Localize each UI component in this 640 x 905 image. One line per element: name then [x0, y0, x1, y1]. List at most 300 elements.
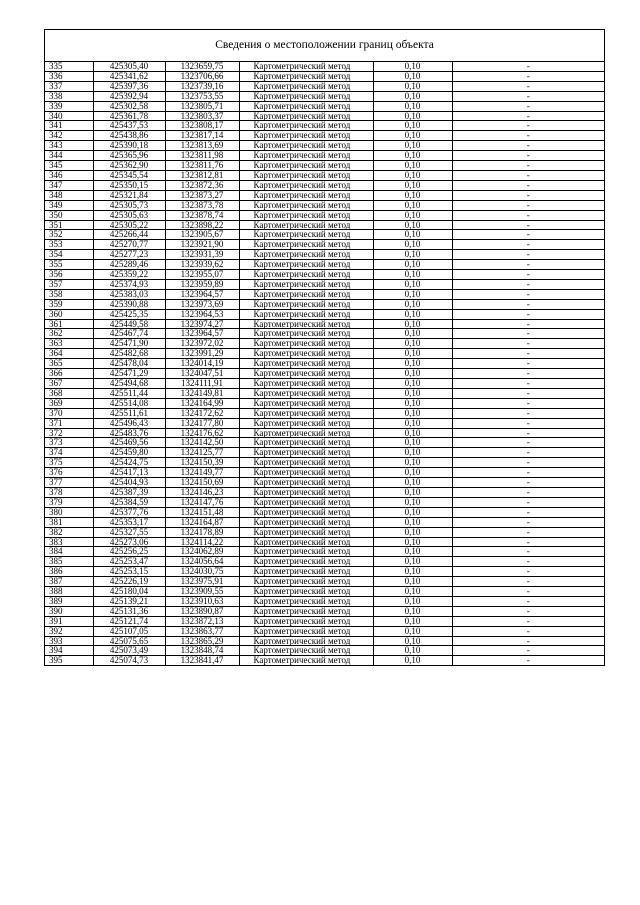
- y-coordinate-cell: 1323921,90: [165, 240, 239, 250]
- note-cell: -: [452, 418, 604, 428]
- y-coordinate-cell: 1323910,63: [165, 596, 239, 606]
- method-cell: Картометрический метод: [239, 577, 373, 587]
- accuracy-cell: 0,10: [373, 270, 452, 280]
- point-number-cell: 350: [45, 210, 93, 220]
- x-coordinate-cell: 425256,25: [93, 547, 165, 557]
- table-row: [45, 468, 604, 478]
- x-coordinate-cell: 425074,73: [93, 656, 165, 665]
- accuracy-cell: 0,10: [373, 596, 452, 606]
- table-row: [45, 279, 604, 289]
- note-cell: -: [452, 557, 604, 567]
- y-coordinate-cell: 1323812,81: [165, 170, 239, 180]
- note-cell: -: [452, 240, 604, 250]
- x-coordinate-cell: 425305,40: [93, 62, 165, 71]
- point-number-cell: 343: [45, 141, 93, 151]
- table-row: [45, 398, 604, 408]
- x-coordinate-cell: 425277,23: [93, 250, 165, 260]
- note-cell: -: [452, 71, 604, 81]
- point-number-cell: 352: [45, 230, 93, 240]
- boundary-info-sheet: [44, 29, 605, 666]
- note-cell: -: [452, 220, 604, 230]
- point-number-cell: 382: [45, 527, 93, 537]
- point-number-cell: 365: [45, 359, 93, 369]
- point-number-cell: 356: [45, 270, 93, 280]
- note-cell: -: [452, 577, 604, 587]
- point-number-cell: 362: [45, 329, 93, 339]
- note-cell: -: [452, 210, 604, 220]
- accuracy-cell: 0,10: [373, 230, 452, 240]
- table-row: [45, 577, 604, 587]
- note-cell: -: [452, 250, 604, 260]
- table-row: [45, 131, 604, 141]
- x-coordinate-cell: 425397,36: [93, 81, 165, 91]
- x-coordinate-cell: 425387,39: [93, 487, 165, 497]
- y-coordinate-cell: 1324151,48: [165, 507, 239, 517]
- table-row: [45, 428, 604, 438]
- method-cell: Картометрический метод: [239, 289, 373, 299]
- note-cell: -: [452, 349, 604, 359]
- y-coordinate-cell: 1324164,99: [165, 398, 239, 408]
- method-cell: Картометрический метод: [239, 279, 373, 289]
- method-cell: Картометрический метод: [239, 596, 373, 606]
- accuracy-cell: 0,10: [373, 289, 452, 299]
- x-coordinate-cell: 425374,93: [93, 279, 165, 289]
- x-coordinate-cell: 425404,93: [93, 478, 165, 488]
- method-cell: Картометрический метод: [239, 458, 373, 468]
- accuracy-cell: 0,10: [373, 379, 452, 389]
- table-row: [45, 339, 604, 349]
- x-coordinate-cell: 425511,61: [93, 408, 165, 418]
- method-cell: Картометрический метод: [239, 478, 373, 488]
- table-row: [45, 606, 604, 616]
- y-coordinate-cell: 1324149,81: [165, 388, 239, 398]
- table-row: [45, 200, 604, 210]
- coordinates-table: [45, 62, 604, 665]
- x-coordinate-cell: 425417,13: [93, 468, 165, 478]
- point-number-cell: 373: [45, 438, 93, 448]
- y-coordinate-cell: 1324125,77: [165, 448, 239, 458]
- note-cell: -: [452, 200, 604, 210]
- accuracy-cell: 0,10: [373, 339, 452, 349]
- method-cell: Картометрический метод: [239, 616, 373, 626]
- method-cell: Картометрический метод: [239, 319, 373, 329]
- y-coordinate-cell: 1323872,36: [165, 180, 239, 190]
- y-coordinate-cell: 1323811,98: [165, 151, 239, 161]
- y-coordinate-cell: 1323890,87: [165, 606, 239, 616]
- x-coordinate-cell: 425469,56: [93, 438, 165, 448]
- accuracy-cell: 0,10: [373, 309, 452, 319]
- x-coordinate-cell: 425377,76: [93, 507, 165, 517]
- method-cell: Картометрический метод: [239, 270, 373, 280]
- x-coordinate-cell: 425270,77: [93, 240, 165, 250]
- table-row: [45, 161, 604, 171]
- note-cell: -: [452, 91, 604, 101]
- note-cell: -: [452, 369, 604, 379]
- point-number-cell: 387: [45, 577, 93, 587]
- table-row: [45, 616, 604, 626]
- y-coordinate-cell: 1324047,51: [165, 369, 239, 379]
- note-cell: -: [452, 438, 604, 448]
- x-coordinate-cell: 425073,49: [93, 646, 165, 656]
- method-cell: Картометрический метод: [239, 200, 373, 210]
- y-coordinate-cell: 1324114,22: [165, 537, 239, 547]
- accuracy-cell: 0,10: [373, 388, 452, 398]
- note-cell: -: [452, 606, 604, 616]
- point-number-cell: 377: [45, 478, 93, 488]
- accuracy-cell: 0,10: [373, 349, 452, 359]
- note-cell: -: [452, 408, 604, 418]
- accuracy-cell: 0,10: [373, 210, 452, 220]
- y-coordinate-cell: 1324014,19: [165, 359, 239, 369]
- table-row: [45, 369, 604, 379]
- point-number-cell: 348: [45, 190, 93, 200]
- accuracy-cell: 0,10: [373, 547, 452, 557]
- y-coordinate-cell: 1324146,23: [165, 487, 239, 497]
- accuracy-cell: 0,10: [373, 250, 452, 260]
- x-coordinate-cell: 425253,15: [93, 567, 165, 577]
- table-row: [45, 151, 604, 161]
- x-coordinate-cell: 425121,74: [93, 616, 165, 626]
- method-cell: Картометрический метод: [239, 537, 373, 547]
- table-row: [45, 478, 604, 488]
- x-coordinate-cell: 425353,17: [93, 517, 165, 527]
- table-row: [45, 379, 604, 389]
- method-cell: Картометрический метод: [239, 62, 373, 71]
- x-coordinate-cell: 425266,44: [93, 230, 165, 240]
- method-cell: Картометрический метод: [239, 507, 373, 517]
- point-number-cell: 391: [45, 616, 93, 626]
- note-cell: -: [452, 616, 604, 626]
- accuracy-cell: 0,10: [373, 537, 452, 547]
- y-coordinate-cell: 1324056,64: [165, 557, 239, 567]
- y-coordinate-cell: 1324150,39: [165, 458, 239, 468]
- y-coordinate-cell: 1323905,67: [165, 230, 239, 240]
- x-coordinate-cell: 425359,22: [93, 270, 165, 280]
- point-number-cell: 374: [45, 448, 93, 458]
- method-cell: Картометрический метод: [239, 230, 373, 240]
- note-cell: -: [452, 101, 604, 111]
- accuracy-cell: 0,10: [373, 478, 452, 488]
- method-cell: Картометрический метод: [239, 349, 373, 359]
- accuracy-cell: 0,10: [373, 428, 452, 438]
- y-coordinate-cell: 1323813,69: [165, 141, 239, 151]
- note-cell: -: [452, 468, 604, 478]
- accuracy-cell: 0,10: [373, 190, 452, 200]
- note-cell: -: [452, 547, 604, 557]
- x-coordinate-cell: 425496,43: [93, 418, 165, 428]
- y-coordinate-cell: 1323964,57: [165, 329, 239, 339]
- accuracy-cell: 0,10: [373, 81, 452, 91]
- x-coordinate-cell: 425289,46: [93, 260, 165, 270]
- accuracy-cell: 0,10: [373, 240, 452, 250]
- note-cell: -: [452, 230, 604, 240]
- method-cell: Картометрический метод: [239, 141, 373, 151]
- point-number-cell: 392: [45, 626, 93, 636]
- point-number-cell: 355: [45, 260, 93, 270]
- method-cell: Картометрический метод: [239, 180, 373, 190]
- point-number-cell: 390: [45, 606, 93, 616]
- accuracy-cell: 0,10: [373, 418, 452, 428]
- method-cell: Картометрический метод: [239, 260, 373, 270]
- note-cell: -: [452, 596, 604, 606]
- x-coordinate-cell: 425383,03: [93, 289, 165, 299]
- x-coordinate-cell: 425449,58: [93, 319, 165, 329]
- accuracy-cell: 0,10: [373, 151, 452, 161]
- y-coordinate-cell: 1323939,62: [165, 260, 239, 270]
- note-cell: -: [452, 527, 604, 537]
- accuracy-cell: 0,10: [373, 319, 452, 329]
- point-number-cell: 389: [45, 596, 93, 606]
- method-cell: Картометрический метод: [239, 567, 373, 577]
- method-cell: Картометрический метод: [239, 339, 373, 349]
- accuracy-cell: 0,10: [373, 567, 452, 577]
- method-cell: Картометрический метод: [239, 220, 373, 230]
- x-coordinate-cell: 425321,84: [93, 190, 165, 200]
- accuracy-cell: 0,10: [373, 299, 452, 309]
- table-row: [45, 289, 604, 299]
- method-cell: Картометрический метод: [239, 359, 373, 369]
- table-row: [45, 497, 604, 507]
- accuracy-cell: 0,10: [373, 279, 452, 289]
- x-coordinate-cell: 425424,75: [93, 458, 165, 468]
- table-row: [45, 487, 604, 497]
- y-coordinate-cell: 1324177,80: [165, 418, 239, 428]
- accuracy-cell: 0,10: [373, 359, 452, 369]
- method-cell: Картометрический метод: [239, 250, 373, 260]
- note-cell: -: [452, 497, 604, 507]
- y-coordinate-cell: 1323753,55: [165, 91, 239, 101]
- x-coordinate-cell: 425467,74: [93, 329, 165, 339]
- table-row: [45, 329, 604, 339]
- point-number-cell: 364: [45, 349, 93, 359]
- accuracy-cell: 0,10: [373, 408, 452, 418]
- note-cell: -: [452, 388, 604, 398]
- method-cell: Картометрический метод: [239, 91, 373, 101]
- table-row: [45, 220, 604, 230]
- table-row: [45, 299, 604, 309]
- point-number-cell: 361: [45, 319, 93, 329]
- table-row: [45, 111, 604, 121]
- method-cell: Картометрический метод: [239, 497, 373, 507]
- x-coordinate-cell: 425139,21: [93, 596, 165, 606]
- note-cell: -: [452, 537, 604, 547]
- method-cell: Картометрический метод: [239, 428, 373, 438]
- method-cell: Картометрический метод: [239, 487, 373, 497]
- method-cell: Картометрический метод: [239, 636, 373, 646]
- note-cell: -: [452, 379, 604, 389]
- accuracy-cell: 0,10: [373, 71, 452, 81]
- point-number-cell: 366: [45, 369, 93, 379]
- x-coordinate-cell: 425365,96: [93, 151, 165, 161]
- x-coordinate-cell: 425438,86: [93, 131, 165, 141]
- point-number-cell: 335: [45, 62, 93, 71]
- point-number-cell: 345: [45, 161, 93, 171]
- y-coordinate-cell: 1324149,77: [165, 468, 239, 478]
- y-coordinate-cell: 1324111,91: [165, 379, 239, 389]
- point-number-cell: 353: [45, 240, 93, 250]
- note-cell: -: [452, 626, 604, 636]
- point-number-cell: 358: [45, 289, 93, 299]
- x-coordinate-cell: 425482,68: [93, 349, 165, 359]
- accuracy-cell: 0,10: [373, 577, 452, 587]
- note-cell: -: [452, 279, 604, 289]
- accuracy-cell: 0,10: [373, 101, 452, 111]
- table-row: [45, 438, 604, 448]
- note-cell: -: [452, 636, 604, 646]
- y-coordinate-cell: 1323973,69: [165, 299, 239, 309]
- point-number-cell: 339: [45, 101, 93, 111]
- point-number-cell: 384: [45, 547, 93, 557]
- method-cell: Картометрический метод: [239, 151, 373, 161]
- x-coordinate-cell: 425075,65: [93, 636, 165, 646]
- x-coordinate-cell: 425392,94: [93, 91, 165, 101]
- accuracy-cell: 0,10: [373, 121, 452, 131]
- table-row: [45, 507, 604, 517]
- note-cell: -: [452, 309, 604, 319]
- point-number-cell: 395: [45, 656, 93, 665]
- point-number-cell: 381: [45, 517, 93, 527]
- method-cell: Картометрический метод: [239, 111, 373, 121]
- point-number-cell: 370: [45, 408, 93, 418]
- table-row: [45, 656, 604, 665]
- table-row: [45, 250, 604, 260]
- accuracy-cell: 0,10: [373, 161, 452, 171]
- y-coordinate-cell: 1324030,75: [165, 567, 239, 577]
- y-coordinate-cell: 1324142,50: [165, 438, 239, 448]
- point-number-cell: 380: [45, 507, 93, 517]
- x-coordinate-cell: 425390,88: [93, 299, 165, 309]
- table-row: [45, 270, 604, 280]
- point-number-cell: 371: [45, 418, 93, 428]
- page-title: Сведения о местоположении границ объекта: [45, 30, 604, 62]
- table-row: [45, 547, 604, 557]
- y-coordinate-cell: 1323706,66: [165, 71, 239, 81]
- table-row: [45, 537, 604, 547]
- point-number-cell: 359: [45, 299, 93, 309]
- note-cell: -: [452, 151, 604, 161]
- table-row: [45, 448, 604, 458]
- point-number-cell: 369: [45, 398, 93, 408]
- point-number-cell: 376: [45, 468, 93, 478]
- note-cell: -: [452, 190, 604, 200]
- x-coordinate-cell: 425305,73: [93, 200, 165, 210]
- note-cell: -: [452, 646, 604, 656]
- y-coordinate-cell: 1324172,62: [165, 408, 239, 418]
- accuracy-cell: 0,10: [373, 220, 452, 230]
- method-cell: Картометрический метод: [239, 190, 373, 200]
- note-cell: -: [452, 487, 604, 497]
- table-row: [45, 141, 604, 151]
- y-coordinate-cell: 1324147,76: [165, 497, 239, 507]
- point-number-cell: 372: [45, 428, 93, 438]
- x-coordinate-cell: 425511,44: [93, 388, 165, 398]
- method-cell: Картометрический метод: [239, 656, 373, 665]
- x-coordinate-cell: 425362,90: [93, 161, 165, 171]
- note-cell: -: [452, 359, 604, 369]
- table-row: [45, 81, 604, 91]
- x-coordinate-cell: 425226,19: [93, 577, 165, 587]
- table-row: [45, 240, 604, 250]
- accuracy-cell: 0,10: [373, 111, 452, 121]
- y-coordinate-cell: 1323848,74: [165, 646, 239, 656]
- point-number-cell: 394: [45, 646, 93, 656]
- table-row: [45, 359, 604, 369]
- note-cell: -: [526, 655, 530, 666]
- x-coordinate-cell: 425350,15: [93, 180, 165, 190]
- accuracy-cell: 0,10: [373, 141, 452, 151]
- accuracy-cell: 0,10: [373, 507, 452, 517]
- accuracy-cell: 0,10: [373, 180, 452, 190]
- method-cell: Картометрический метод: [239, 557, 373, 567]
- y-coordinate-cell: 1323805,71: [165, 101, 239, 111]
- table-row: [45, 626, 604, 636]
- accuracy-cell: 0,10: [373, 329, 452, 339]
- method-cell: Картометрический метод: [239, 161, 373, 171]
- point-number-cell: 338: [45, 91, 93, 101]
- point-number-cell: 360: [45, 309, 93, 319]
- accuracy-cell: 0,10: [373, 458, 452, 468]
- point-number-cell: 368: [45, 388, 93, 398]
- y-coordinate-cell: 1324178,89: [165, 527, 239, 537]
- accuracy-cell: 0,10: [373, 616, 452, 626]
- method-cell: Картометрический метод: [239, 418, 373, 428]
- x-coordinate-cell: 425302,58: [93, 101, 165, 111]
- table-row: [45, 230, 604, 240]
- table-row: [45, 646, 604, 656]
- point-number-cell: 386: [45, 567, 93, 577]
- x-coordinate-cell: 425361,78: [93, 111, 165, 121]
- method-cell: Картометрический метод: [239, 170, 373, 180]
- note-cell: -: [452, 339, 604, 349]
- table-row: [45, 101, 604, 111]
- note-cell: -: [452, 81, 604, 91]
- table-row: [45, 567, 604, 577]
- note-cell: -: [452, 170, 604, 180]
- note-cell: -: [452, 121, 604, 131]
- note-cell: -: [452, 319, 604, 329]
- note-cell: -: [452, 587, 604, 597]
- method-cell: Картометрический метод: [239, 121, 373, 131]
- point-number-cell: 354: [45, 250, 93, 260]
- method-cell: Картометрический метод: [239, 379, 373, 389]
- x-coordinate-cell: 425180,04: [93, 587, 165, 597]
- y-coordinate-cell: 1323873,78: [165, 200, 239, 210]
- point-number-cell: 357: [45, 279, 93, 289]
- x-coordinate-cell: 425131,36: [93, 606, 165, 616]
- x-coordinate-cell: 425345,54: [93, 170, 165, 180]
- point-number-cell: 363: [45, 339, 93, 349]
- table-row: [45, 587, 604, 597]
- point-number-cell: 337: [45, 81, 93, 91]
- y-coordinate-cell: 1323975,91: [165, 577, 239, 587]
- accuracy-cell: 0,10: [373, 398, 452, 408]
- x-coordinate-cell: 425425,35: [93, 309, 165, 319]
- y-coordinate-cell: 1323873,27: [165, 190, 239, 200]
- accuracy-cell: 0,10: [373, 557, 452, 567]
- method-cell: Картометрический метод: [239, 388, 373, 398]
- accuracy-cell: 0,10: [373, 468, 452, 478]
- y-coordinate-cell: 1324062,89: [165, 547, 239, 557]
- x-coordinate-cell: 425459,80: [93, 448, 165, 458]
- y-coordinate-cell: 1323872,13: [165, 616, 239, 626]
- accuracy-cell: 0,10: [373, 91, 452, 101]
- method-cell: Картометрический метод: [239, 131, 373, 141]
- table-row: [45, 62, 604, 71]
- method-cell: Картометрический метод: [239, 71, 373, 81]
- point-number-cell: 388: [45, 587, 93, 597]
- table-row: [45, 527, 604, 537]
- method-cell: Картометрический метод: [239, 101, 373, 111]
